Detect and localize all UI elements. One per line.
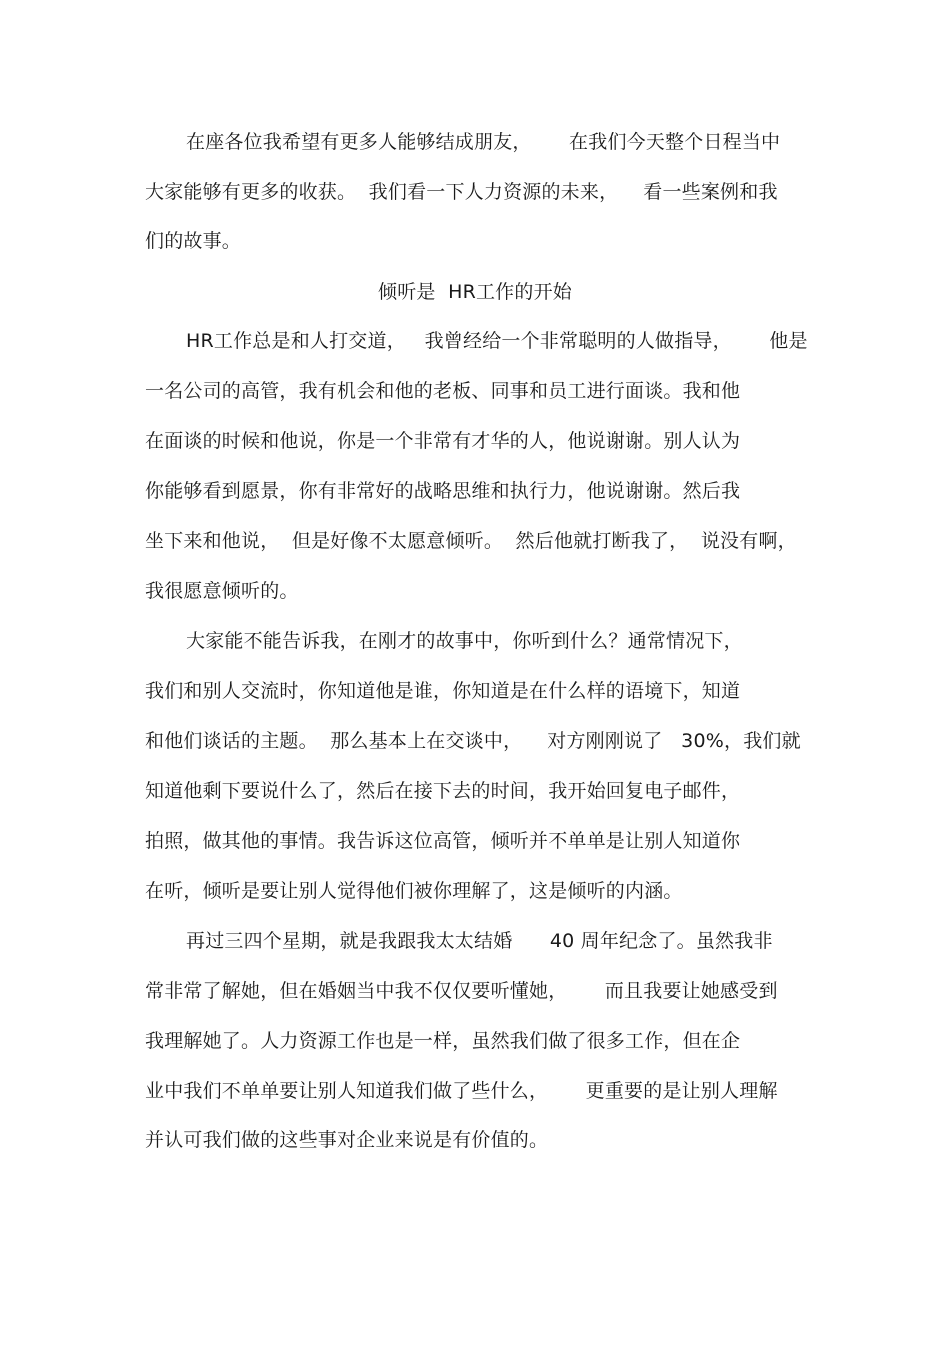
paragraph-1-line-2: 大家能够有更多的收获。 我们看一下人力资源的未来， 看一些案例和我 <box>145 181 778 203</box>
paragraph-3-line-2: 我们和别人交流时，你知道他是谁，你知道是在什么样的语境下，知道 <box>145 680 741 702</box>
paragraph-3-line-5: 拍照，做其他的事情。我告诉这位高管，倾听并不单单是让别人知道你 <box>145 830 741 852</box>
section-heading: 倾听是 HR工作的开始 <box>378 281 572 303</box>
paragraph-4-line-5: 并认可我们做的这些事对企业来说是有价值的。 <box>145 1129 549 1151</box>
paragraph-4-line-3: 我理解她了。人力资源工作也是一样，虽然我们做了很多工作，但在企 <box>145 1030 741 1052</box>
paragraph-3-line-4: 知道他剩下要说什么了，然后在接下去的时间，我开始回复电子邮件， <box>145 780 741 802</box>
paragraph-4-line-2: 常非常了解她，但在婚姻当中我不仅仅要听懂她， 而且我要让她感受到 <box>145 980 778 1002</box>
paragraph-1-line-3: 们的故事。 <box>145 230 242 252</box>
paragraph-3-line-6: 在听，倾听是要让别人觉得他们被你理解了，这是倾听的内涵。 <box>145 880 683 902</box>
paragraph-4-line-4: 业中我们不单单要让别人知道我们做了些什么， 更重要的是让别人理解 <box>145 1080 778 1102</box>
paragraph-1-line-1: 在座各位我希望有更多人能够结成朋友， 在我们今天整个日程当中 <box>186 131 781 153</box>
paragraph-2-line-3: 在面谈的时候和他说，你是一个非常有才华的人，他说谢谢。别人认为 <box>145 430 741 452</box>
paragraph-3-line-3: 和他们谈话的主题。 那么基本上在交谈中， 对方刚刚说了 30%，我们就 <box>145 730 801 752</box>
paragraph-2-line-6: 我很愿意倾听的。 <box>145 580 299 602</box>
paragraph-3-line-1: 大家能不能告诉我，在刚才的故事中，你听到什么？通常情况下， <box>186 630 743 652</box>
paragraph-2-line-5: 坐下来和他说， 但是好像不太愿意倾听。 然后他就打断我了， 说没有啊， <box>145 530 797 552</box>
paragraph-2-line-2: 一名公司的高管，我有机会和他的老板、同事和员工进行面谈。我和他 <box>145 380 741 402</box>
paragraph-4-line-1: 再过三四个星期，就是我跟我太太结婚 40 周年纪念了。虽然我非 <box>186 930 773 952</box>
paragraph-2-line-1: HR工作总是和人打交道， 我曾经给一个非常聪明的人做指导， 他是 <box>186 330 808 352</box>
paragraph-2-line-4: 你能够看到愿景，你有非常好的战略思维和执行力，他说谢谢。然后我 <box>145 480 741 502</box>
